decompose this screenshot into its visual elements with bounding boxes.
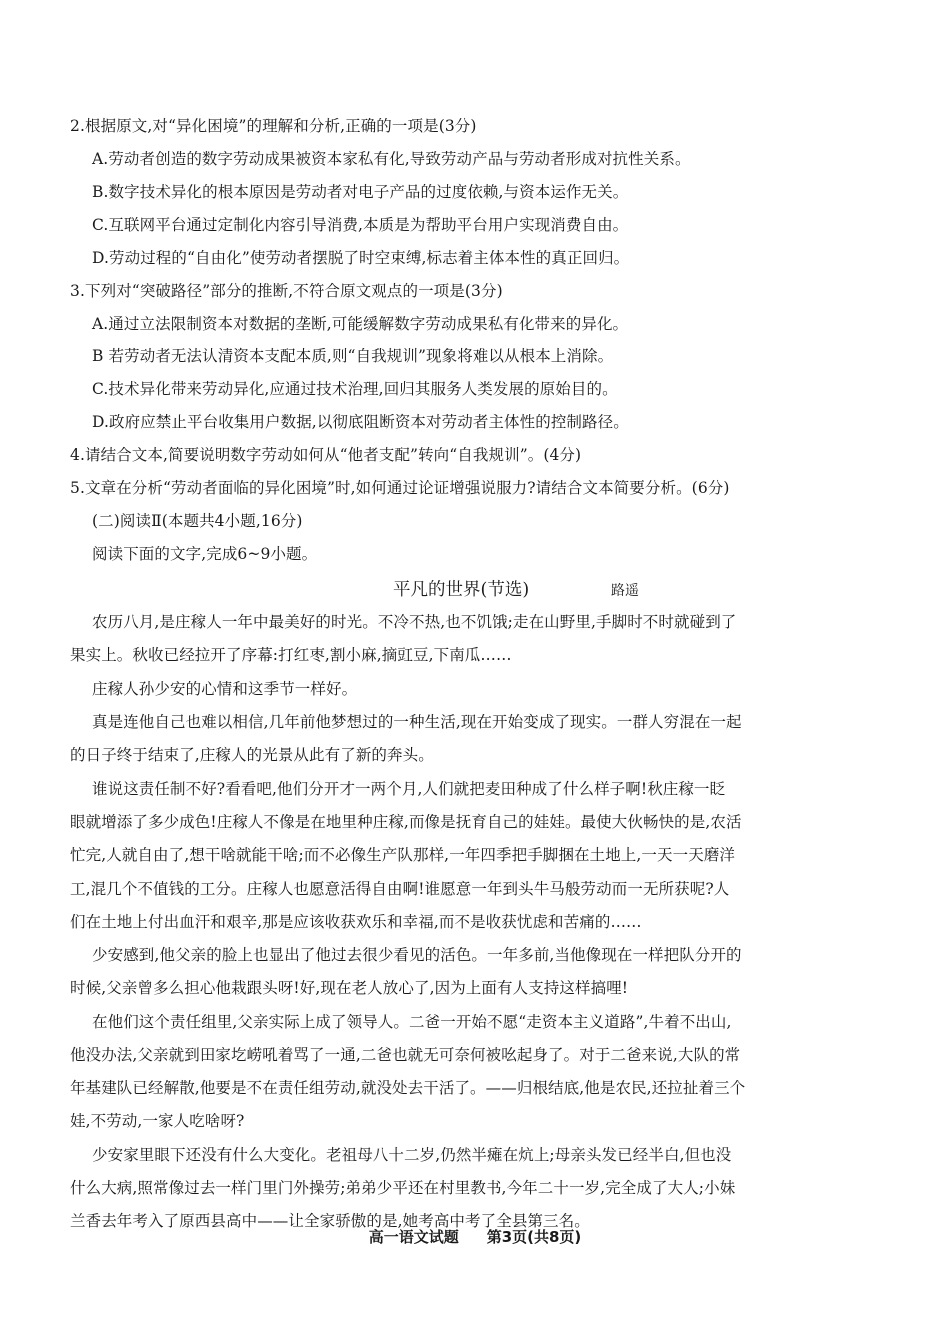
question-5: 5.文章在分析“劳动者面临的异化困境”时,如何通过论证增强说服力?请结合文本简要分析。(6分) bbox=[70, 479, 730, 497]
passage-line: 谁说这责任制不好?看看吧,他们分开才一两个月,人们就把麦田种成了什么样子啊!秋庄稼一眨 bbox=[92, 780, 726, 798]
section-heading: (二)阅读Ⅱ(本题共4小题,16分) bbox=[92, 512, 303, 530]
passage-line: 真是连他自己也难以相信,几年前他梦想过的一种生活,现在开始变成了现实。一群人穷混在一起 bbox=[92, 713, 742, 731]
question-2-option-d: D.劳动过程的“自由化”使劳动者摆脱了时空束缚,标志着主体本性的真正回归。 bbox=[92, 249, 630, 267]
passage-line: 庄稼人孙少安的心情和这季节一样好。 bbox=[92, 680, 358, 698]
passage-line: 娃,不劳动,一家人吃啥呀? bbox=[70, 1112, 245, 1130]
section-instruction: 阅读下面的文字,完成6~9小题。 bbox=[92, 545, 318, 563]
question-2-option-b: B.数字技术异化的根本原因是劳动者对电子产品的过度依赖,与资本运作无关。 bbox=[92, 183, 629, 201]
page-footer bbox=[0, 1226, 950, 1248]
passage-line: 工,混几个不值钱的工分。庄稼人也愿意活得自由啊!谁愿意一年到头牛马般劳动而一无所获呢?人 bbox=[70, 880, 730, 898]
passage-title: 平凡的世界(节选) bbox=[393, 580, 530, 600]
question-2-stem: 2.根据原文,对“异化困境”的理解和分析,正确的一项是(3分) bbox=[70, 117, 477, 135]
passage-line: 兰香去年考入了原西县高中——让全家骄傲的是,她考高中考了全县第三名。 bbox=[70, 1212, 590, 1230]
question-2-option-a: A.劳动者创造的数字劳动成果被资本家私有化,导致劳动产品与劳动者形成对抗性关系。 bbox=[92, 150, 691, 168]
passage-title-row bbox=[0, 578, 950, 602]
passage-line: 的日子终于结束了,庄稼人的光景从此有了新的奔头。 bbox=[70, 746, 434, 764]
passage-line: 年基建队已经解散,他要是不在责任组劳动,就没处去干活了。——归根结底,他是农民,还拉扯着三个 bbox=[70, 1079, 746, 1097]
question-3-option-d: D.政府应禁止平台收集用户数据,以彻底阻断资本对劳动者主体性的控制路径。 bbox=[92, 413, 629, 431]
passage-line: 们在土地上付出血汗和艰辛,那是应该收获欢乐和幸福,而不是收获忧虑和苦痛的…… bbox=[70, 913, 642, 931]
passage-line: 少安感到,他父亲的脸上也显出了他过去很少看见的活色。一年多前,当他像现在一样把队分开的 bbox=[92, 946, 742, 964]
passage-author: 路遥 bbox=[611, 583, 639, 599]
passage-line: 果实上。秋收已经拉开了序幕:打红枣,割小麻,摘豇豆,下南瓜…… bbox=[70, 646, 512, 664]
passage-line: 他没办法,父亲就到田家圪崂吼着骂了一通,二爸也就无可奈何被吆起身了。对于二爸来说,大队的常 bbox=[70, 1046, 741, 1064]
passage-line: 什么大病,照常像过去一样门里门外操劳;弟弟少平还在村里教书,今年二十一岁,完全成了大人;小妹 bbox=[70, 1179, 736, 1197]
passage-line: 时候,父亲曾多么担心他栽跟头呀!好,现在老人放心了,因为上面有人支持这样搞哩! bbox=[70, 979, 629, 997]
passage-line: 眼就增添了多少成色!庄稼人不像是在地里种庄稼,而像是抚育自己的娃娃。最使大伙畅快的是,农活 bbox=[70, 813, 742, 831]
passage-line: 少安家里眼下还没有什么大变化。老祖母八十二岁,仍然半瘫在炕上;母亲头发已经半白,但也没 bbox=[92, 1146, 732, 1164]
passage-line: 农历八月,是庄稼人一年中最美好的时光。不冷不热,也不饥饿;走在山野里,手脚时不时就碰到了 bbox=[92, 613, 737, 631]
question-3-option-a: A.通过立法限制资本对数据的垄断,可能缓解数字劳动成果私有化带来的异化。 bbox=[92, 315, 629, 333]
question-4: 4.请结合文本,简要说明数字劳动如何从“他者支配”转向“自我规训”。(4分) bbox=[70, 446, 582, 464]
passage-line: 忙完,人就自由了,想干啥就能干啥;而不必像生产队那样,一年四季把手脚捆在土地上,一天一天磨洋 bbox=[70, 846, 736, 864]
footer-subject: 高一语文试题 bbox=[368, 1228, 459, 1246]
question-3-option-b: B 若劳动者无法认清资本支配本质,则“自我规训”现象将难以从根本上消除。 bbox=[92, 347, 614, 365]
question-2-option-c: C.互联网平台通过定制化内容引导消费,本质是为帮助平台用户实现消费自由。 bbox=[92, 216, 629, 234]
question-3-stem: 3.下列对“突破路径”部分的推断,不符合原文观点的一项是(3分) bbox=[70, 282, 503, 300]
question-3-option-c: C.技术异化带来劳动异化,应通过技术治理,回归其服务人类发展的原始目的。 bbox=[92, 380, 618, 398]
passage-line: 在他们这个责任组里,父亲实际上成了领导人。二爸一开始不愿“走资本主义道路”,牛着不出山, bbox=[92, 1013, 732, 1031]
footer-page-number: 第3页(共8页) bbox=[486, 1228, 582, 1246]
